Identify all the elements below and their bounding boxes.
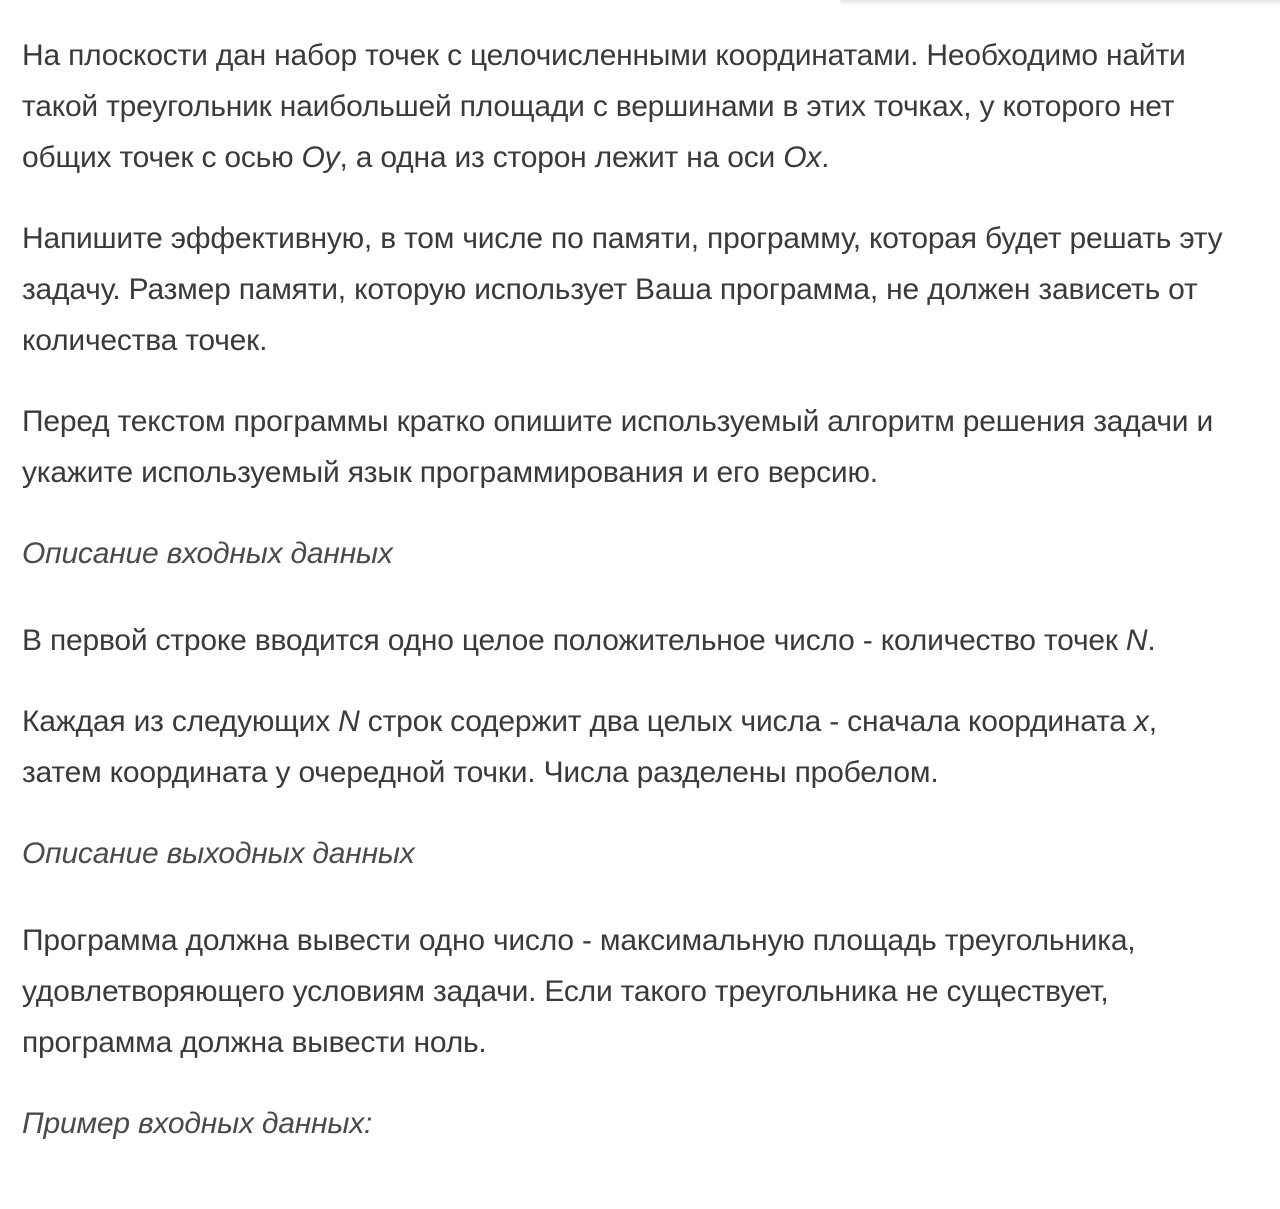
input-following-lines: Каждая из следующих N строк содержит два целых числа - сначала координата x, затем координата y очередной точки. Числа разделены пробелом. [22,705,1157,789]
var-x: x [1133,705,1149,738]
axis-ox-label: Ox [783,141,822,174]
var-n: N [338,705,360,738]
top-panel-shadow [840,0,1280,6]
input-description-heading: Описание входных данных [22,537,393,570]
output-description-heading: Описание выходных данных [22,837,415,870]
problem-description: На плоскости дан набор точек с целочисленными координатами. Необходимо найти такой треугольник наибольшей площади с вершинами в этих точках, у которого нет общих точек с осью Oy, а одна из сторон лежит на оси Ox. [22,39,1186,174]
var-n: N [1125,624,1148,657]
memory-requirement: Напишите эффективную, в том числе по памяти, программу, которая будет решать эту задачу. Размер памяти, которую использует Ваша программа, не должен зависеть от количества точек. [22,222,1223,357]
task-statement [22,30,1242,1149]
input-first-line: В первой строке вводится одно целое положительное число - количество точек N. [22,624,1156,657]
example-input-heading: Пример входных данных: [22,1107,373,1140]
output-description: Программа должна вывести одно число - максимальную площадь треугольника, удовлетворяющего условиям задачи. Если такого треугольника не существует, программа должна вывести ноль. [22,924,1136,1059]
algorithm-instruction: Перед текстом программы кратко опишите используемый алгоритм решения задачи и укажите используемый язык программирования и его версию. [22,405,1214,489]
axis-oy-label: Oy [301,141,340,174]
